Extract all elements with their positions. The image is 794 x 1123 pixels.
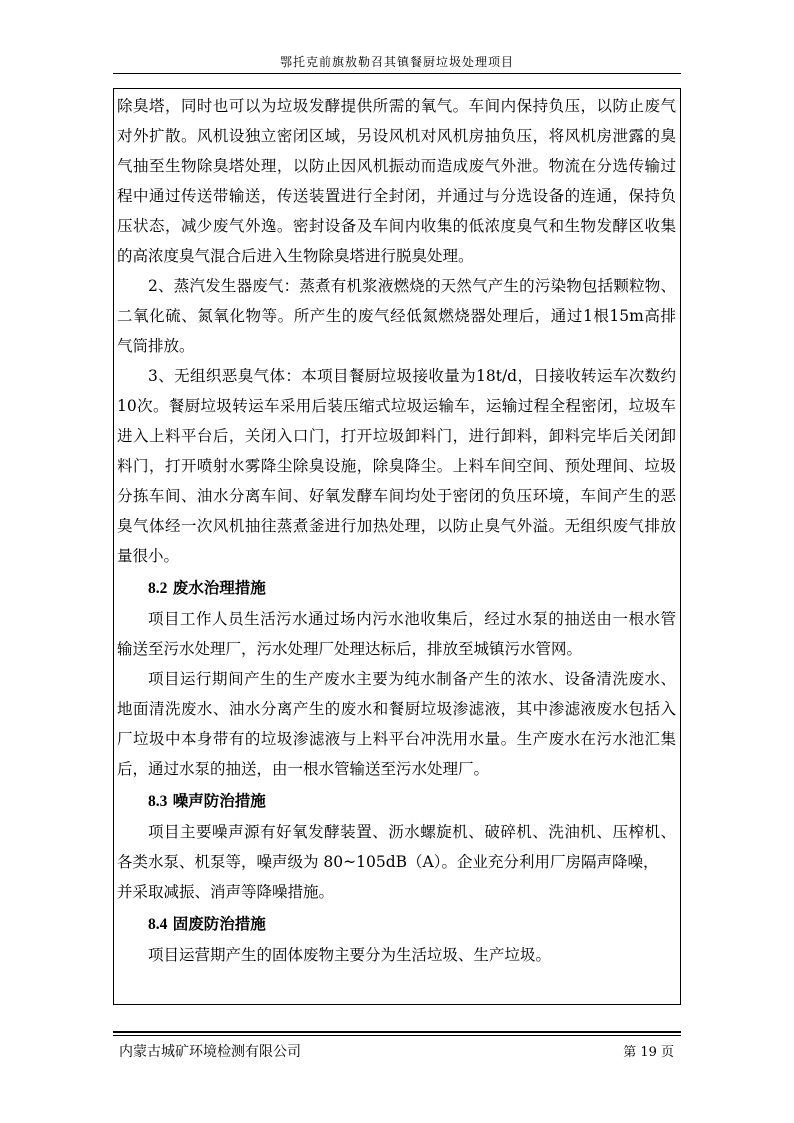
text-line: 地面清洗废水、油水分离产生的废水和餐厨垃圾渗滤液，其中渗滤液废水包括入 xyxy=(117,700,676,718)
footer-rule-thin xyxy=(113,1035,681,1036)
footer-rule-thick xyxy=(113,1031,681,1033)
text-line: 并采取减振、消声等降噪措施。 xyxy=(117,883,335,901)
section-heading-8-4 xyxy=(117,909,676,940)
paragraph-production-wastewater xyxy=(117,664,676,784)
paragraph-domestic-wastewater xyxy=(117,604,676,664)
text-line: 除臭塔，同时也可以为垃圾发酵提供所需的氧气。车间内保持负压，以防止废气 xyxy=(117,97,676,115)
paragraph-noise xyxy=(117,817,676,907)
section-title: 噪声防治措施 xyxy=(172,792,266,810)
text-line: 对外扩散。风机设独立密闭区域，另设风机对风机房抽负压，将风机房泄露的臭 xyxy=(117,127,676,145)
footer-company: 内蒙古城矿环境检测有限公司 xyxy=(119,1044,301,1060)
text-line: 项目主要噪声源有好氧发酵装置、沥水螺旋机、破碎机、洗油机、压榨机、 xyxy=(148,823,676,841)
header-rule xyxy=(113,73,681,74)
text-line: 输送至污水处理厂，污水处理厂处理达标后，排放至城镇污水管网。 xyxy=(117,640,583,658)
text-line: 臭气体经一次风机抽往蒸煮釜进行加热处理，以防止臭气外溢。无组织废气排放 xyxy=(117,517,676,535)
section-number: 8.2 xyxy=(148,580,168,597)
text-line: 后，通过水泵的抽送，由一根水管输送至污水处理厂。 xyxy=(117,760,490,778)
content xyxy=(117,91,676,970)
text-line: 的高浓度臭气混合后进入生物除臭塔进行脱臭处理。 xyxy=(117,247,474,265)
text-line: 程中通过传送带输送，传送装置进行全封闭，并通过与分选设备的连通，保持负 xyxy=(117,187,676,205)
section-heading-8-2 xyxy=(117,573,676,604)
text-line: 料门，打开喷射水雾降尘除臭设施，除臭降尘。上料车间空间、预处理间、垃圾 xyxy=(117,457,676,475)
page-number: 第 19 页 xyxy=(623,1045,674,1060)
section-number: 8.3 xyxy=(148,793,168,810)
paragraph-solid-waste xyxy=(117,940,676,970)
section-title: 废水治理措施 xyxy=(172,579,266,597)
text-line: 量很小。 xyxy=(117,547,180,565)
paragraph-deodorization xyxy=(117,91,676,271)
text-line: 项目运行期间产生的生产废水主要为纯水制备产生的浓水、设备清洗废水、 xyxy=(148,670,676,688)
text-line: 项目运营期产生的固体废物主要分为生活垃圾、生产垃圾。 xyxy=(148,946,552,964)
page-header-title: 鄂托克前旗敖勒召其镇餐厨垃圾处理项目 xyxy=(279,55,514,69)
text-line: 进入上料平台后，关闭入口门，打开垃圾卸料门，进行卸料，卸料完毕后关闭卸 xyxy=(117,427,676,445)
text-line: 厂垃圾中本身带有的垃圾渗滤液与上料平台冲洗用水量。生产废水在污水池汇集 xyxy=(117,730,676,748)
section-title: 固废防治措施 xyxy=(172,915,266,933)
text-line: 3、无组织恶臭气体：本项目餐厨垃圾接收量为18t/d，日接收转运车次数约 xyxy=(148,367,676,385)
paragraph-steam-generator xyxy=(117,271,676,361)
text-line: 各类水泵、机泵等，噪声级为 80~105dB（A）。企业充分利用厂房隔声降噪， xyxy=(117,853,659,871)
text-line: 压状态，减少废气外逸。密封设备及车间内收集的低浓度臭气和生物发酵区收集 xyxy=(117,217,676,235)
text-line: 2、蒸汽发生器废气：蒸煮有机浆液燃烧的天然气产生的污染物包括颗粒物、 xyxy=(148,277,676,295)
section-heading-8-3 xyxy=(117,786,676,817)
text-line: 10次。餐厨垃圾转运车采用后装压缩式垃圾运输车，运输过程全程密闭，垃圾车 xyxy=(117,397,676,415)
paragraph-fugitive-odor xyxy=(117,361,676,571)
text-line: 气筒排放。 xyxy=(117,337,195,355)
text-line: 分拣车间、油水分离车间、好氧发酵车间均处于密闭的负压环境，车间产生的恶 xyxy=(117,487,676,505)
text-line: 气抽至生物除臭塔处理，以防止因风机振动而造成废气外泄。物流在分选传输过 xyxy=(117,157,676,175)
section-number: 8.4 xyxy=(148,916,168,933)
text-line: 项目工作人员生活污水通过场内污水池收集后，经过水泵的抽送由一根水管 xyxy=(148,610,676,628)
text-line: 二氧化硫、氮氧化物等。所产生的废气经低氮燃烧器处理后，通过1根15m高排 xyxy=(117,307,676,325)
